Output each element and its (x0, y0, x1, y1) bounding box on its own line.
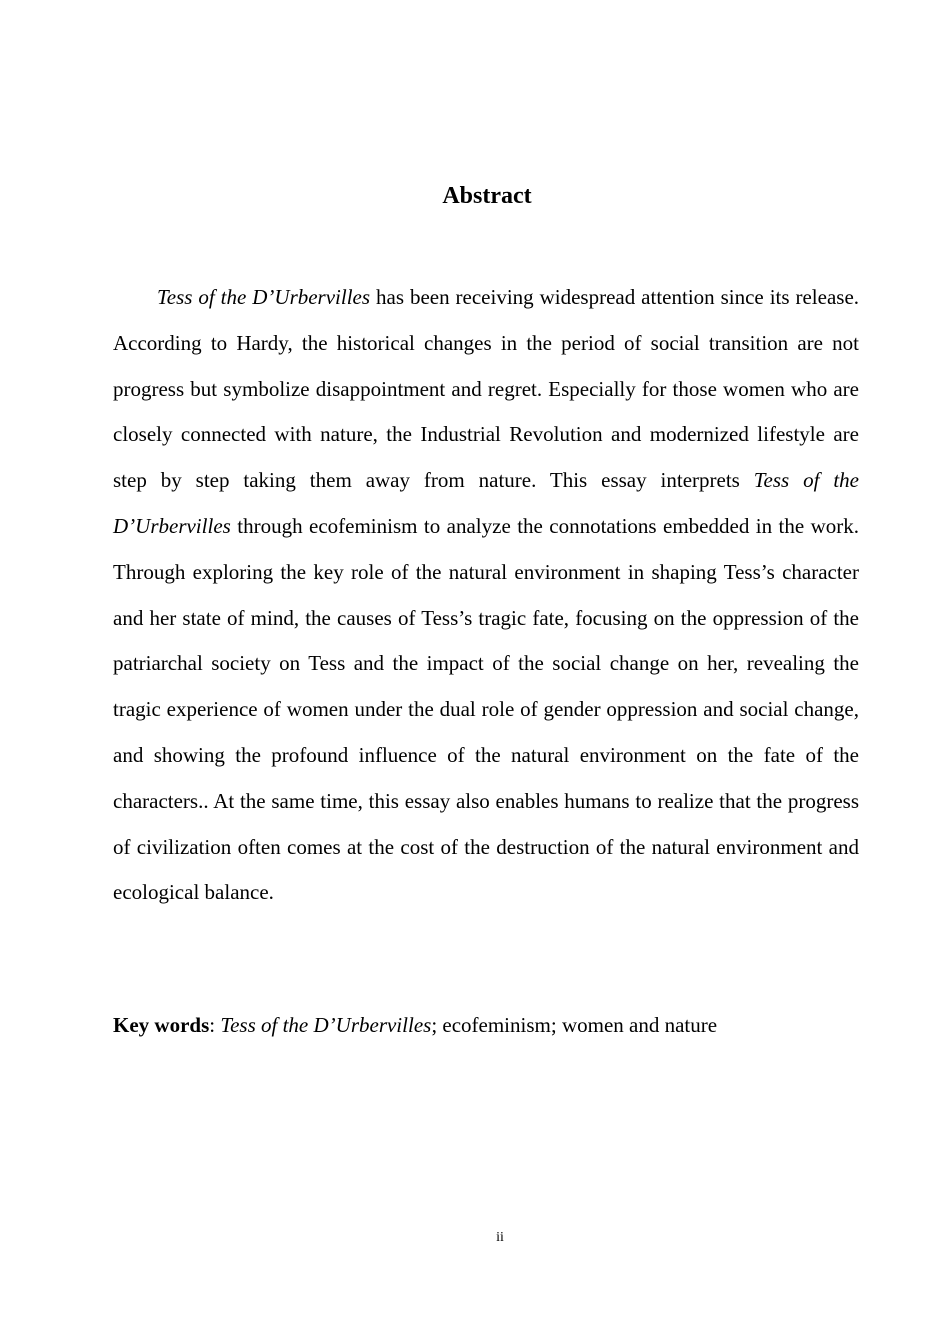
keywords-rest: ; ecofeminism; women and nature (431, 1013, 718, 1037)
keywords-label: Key words (113, 1013, 210, 1037)
keywords-line (113, 1005, 859, 1045)
page-number: ii (496, 1230, 504, 1245)
book-title-italic: Tess of the D’Urbervilles (157, 285, 371, 309)
abstract-paragraph (113, 275, 859, 916)
book-title-italic-2: Tess of the D’Urbervilles (113, 468, 859, 538)
abstract-text-part-1: has been receiving widespread attention since its release. According to Hardy, the historical changes in the period of social transition are not progress but symbolize disappointment and regret. Especially for those women who are closely connected with nature, the Industrial Revolution and modernized lifestyle are step by step taking them away from nature. This essay interprets (113, 285, 860, 493)
keywords-separator: : (209, 1013, 221, 1037)
keywords-book-title: Tess of the D’Urbervilles (220, 1013, 432, 1037)
abstract-title: Abstract (442, 183, 532, 209)
abstract-text-part-2: through ecofeminism to analyze the connotations embedded in the work. Through exploring the key role of the natural environment in shaping Tess’s character and her state of mind, the causes of Tess’s tragic fate, focusing on the oppression of the patriarchal society on Tess and the impact of the social change on her, revealing the tragic experience of women under the dual role of gender oppression and social change, and showing the profound influence of the natural environment on the fate of the characters.. At the same time, this essay also enables humans to realize that the progress of civilization often comes at the cost of the destruction of the natural environment and ecological balance. (113, 513, 859, 905)
